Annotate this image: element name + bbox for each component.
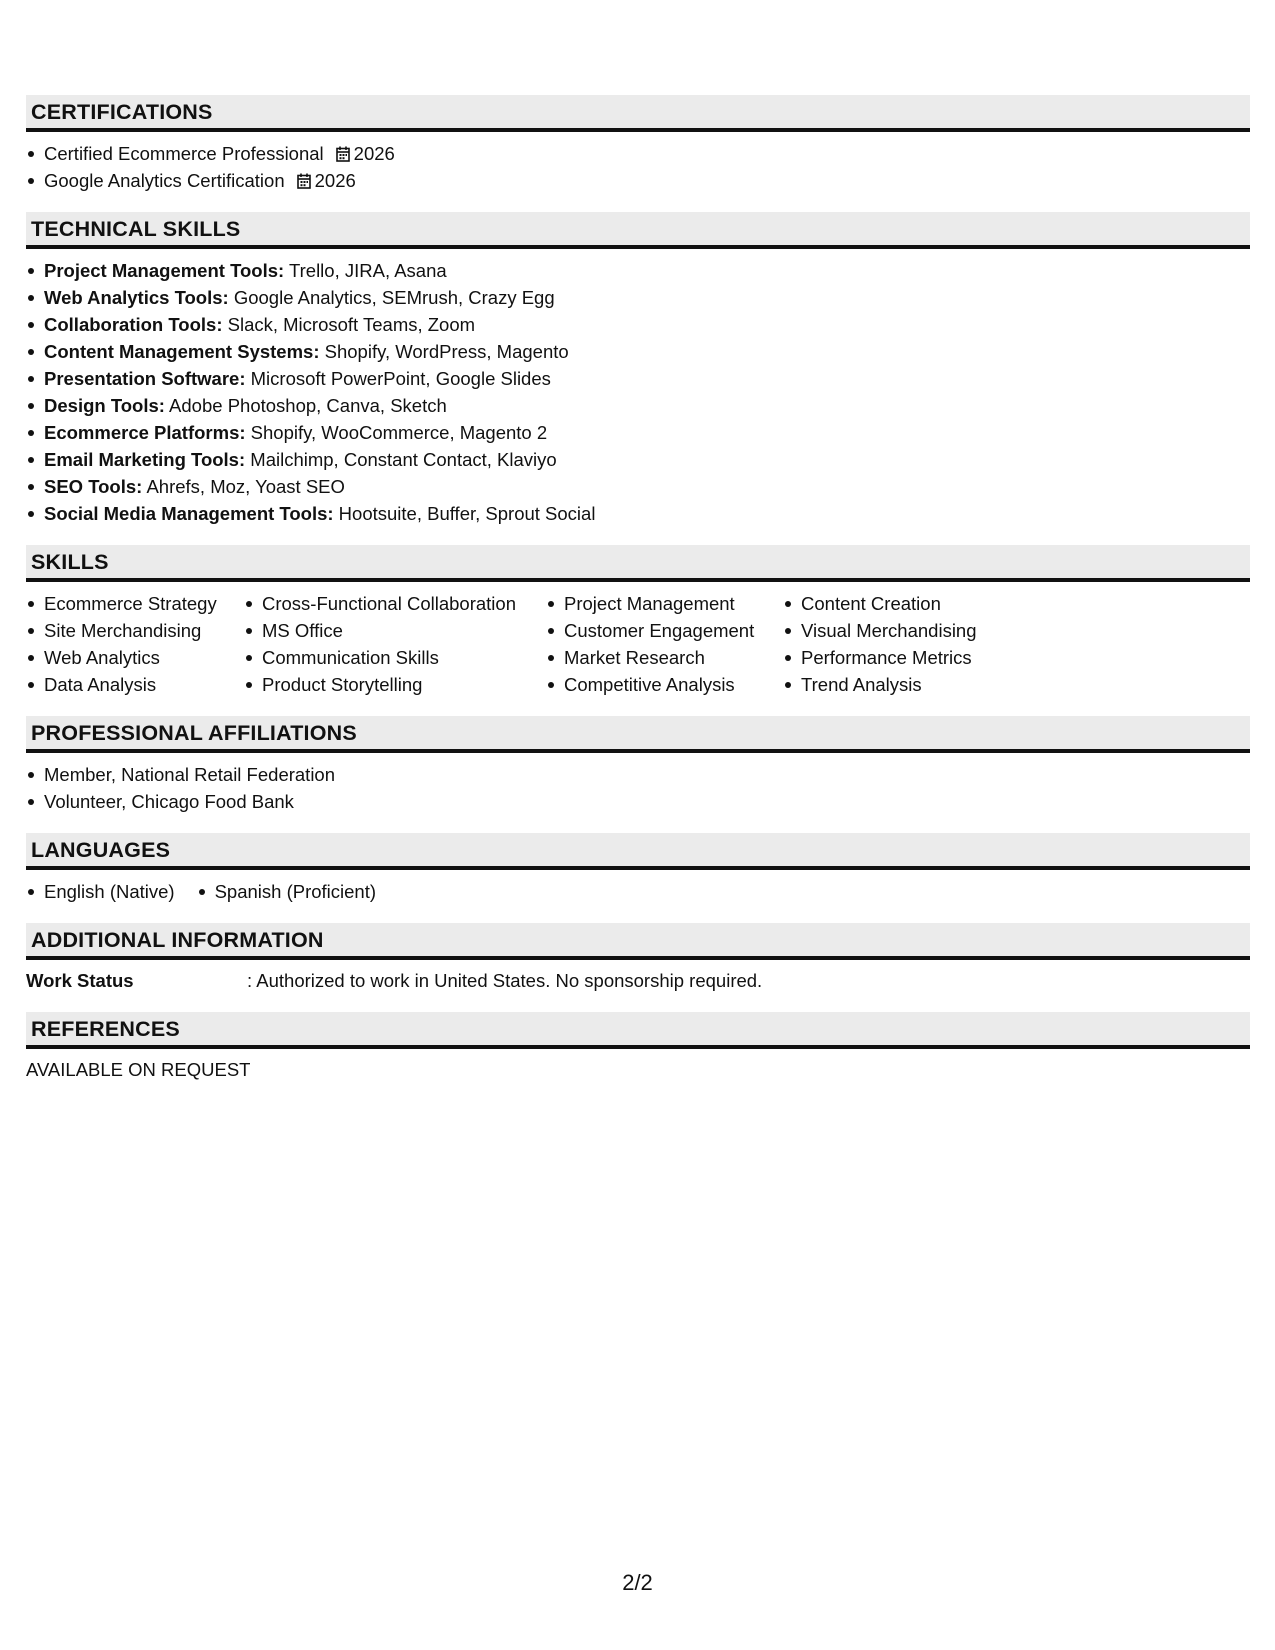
affiliations-heading: PROFESSIONAL AFFILIATIONS	[26, 716, 1250, 753]
certification-year: 2026	[314, 170, 356, 191]
resume-page	[26, 95, 1250, 1101]
certification-name: Google Analytics Certification	[44, 170, 285, 191]
skill-category-value: Ahrefs, Moz, Yoast SEO	[142, 476, 345, 497]
additional-information-section	[26, 923, 1250, 994]
calendar-icon	[336, 146, 350, 162]
list-item	[26, 167, 1250, 194]
list-item	[26, 419, 1250, 446]
list-item: Web Analytics	[26, 644, 244, 671]
list-item: Trend Analysis	[783, 671, 1043, 698]
skills-grid	[26, 590, 1250, 698]
list-item: Volunteer, Chicago Food Bank	[26, 788, 1250, 815]
list-item: Performance Metrics	[783, 644, 1043, 671]
affiliations-section	[26, 716, 1250, 815]
skill-category-label: Social Media Management Tools:	[44, 503, 334, 524]
technical-skills-section	[26, 212, 1250, 527]
skill-category-value: Shopify, WordPress, Magento	[319, 341, 569, 362]
skill-category-value: Slack, Microsoft Teams, Zoom	[222, 314, 476, 335]
list-item	[26, 473, 1250, 500]
skill-category-value: Microsoft PowerPoint, Google Slides	[245, 368, 551, 389]
list-item: Content Creation	[783, 590, 1043, 617]
list-item	[26, 140, 1250, 167]
certifications-section	[26, 95, 1250, 194]
list-item: Member, National Retail Federation	[26, 761, 1250, 788]
skill-category-value: Shopify, WooCommerce, Magento 2	[245, 422, 548, 443]
technical-skills-heading: TECHNICAL SKILLS	[26, 212, 1250, 249]
skill-category-label: SEO Tools:	[44, 476, 143, 497]
certification-year: 2026	[353, 143, 395, 164]
list-item	[26, 338, 1250, 365]
list-item	[26, 446, 1250, 473]
list-item	[26, 392, 1250, 419]
list-item	[26, 311, 1250, 338]
skill-category-label: Design Tools:	[44, 395, 165, 416]
list-item: Ecommerce Strategy	[26, 590, 244, 617]
calendar-icon	[297, 173, 311, 189]
list-item: Site Merchandising	[26, 617, 244, 644]
list-item: Data Analysis	[26, 671, 244, 698]
list-item: Communication Skills	[244, 644, 546, 671]
list-item: Market Research	[546, 644, 783, 671]
skills-column	[546, 590, 783, 698]
list-item: Project Management	[546, 590, 783, 617]
skill-category-label: Project Management Tools:	[44, 260, 285, 281]
list-item: Competitive Analysis	[546, 671, 783, 698]
list-item	[26, 500, 1250, 527]
list-item: Customer Engagement	[546, 617, 783, 644]
list-item: Cross-Functional Collaboration	[244, 590, 546, 617]
skills-heading: SKILLS	[26, 545, 1250, 582]
languages-row	[26, 878, 1250, 905]
skill-category-label: Content Management Systems:	[44, 341, 320, 362]
list-item	[26, 284, 1250, 311]
work-status-label: Work Status	[26, 970, 134, 991]
work-status-row	[26, 968, 1250, 994]
affiliations-list	[26, 761, 1250, 815]
certification-name: Certified Ecommerce Professional	[44, 143, 324, 164]
list-item: English (Native)	[26, 878, 175, 905]
technical-skills-list	[26, 257, 1250, 527]
certifications-list	[26, 140, 1250, 194]
skills-column	[26, 590, 244, 698]
skill-category-label: Presentation Software:	[44, 368, 246, 389]
list-item: Visual Merchandising	[783, 617, 1043, 644]
skills-column	[244, 590, 546, 698]
list-item	[26, 365, 1250, 392]
references-heading: REFERENCES	[26, 1012, 1250, 1049]
languages-section	[26, 833, 1250, 905]
list-item: MS Office	[244, 617, 546, 644]
skill-category-value: Adobe Photoshop, Canva, Sketch	[164, 395, 447, 416]
references-section	[26, 1012, 1250, 1083]
skill-category-label: Email Marketing Tools:	[44, 449, 246, 470]
additional-information-heading: ADDITIONAL INFORMATION	[26, 923, 1250, 960]
languages-list	[26, 878, 398, 905]
skill-category-value: Trello, JIRA, Asana	[284, 260, 447, 281]
list-item: Spanish (Proficient)	[197, 878, 376, 905]
certifications-heading: CERTIFICATIONS	[26, 95, 1250, 132]
skill-category-value: Google Analytics, SEMrush, Crazy Egg	[228, 287, 555, 308]
list-item	[26, 257, 1250, 284]
skill-category-value: Mailchimp, Constant Contact, Klaviyo	[245, 449, 557, 470]
skill-category-label: Ecommerce Platforms:	[44, 422, 246, 443]
skill-category-label: Web Analytics Tools:	[44, 287, 229, 308]
skill-category-label: Collaboration Tools:	[44, 314, 223, 335]
skills-section	[26, 545, 1250, 698]
skills-column	[783, 590, 1043, 698]
references-text: AVAILABLE ON REQUEST	[26, 1059, 251, 1080]
skill-category-value: Hootsuite, Buffer, Sprout Social	[333, 503, 596, 524]
page-number: 2/2	[622, 1570, 653, 1595]
list-item: Product Storytelling	[244, 671, 546, 698]
languages-heading: LANGUAGES	[26, 833, 1250, 870]
work-status-value: : Authorized to work in United States. No sponsorship required.	[247, 970, 763, 991]
